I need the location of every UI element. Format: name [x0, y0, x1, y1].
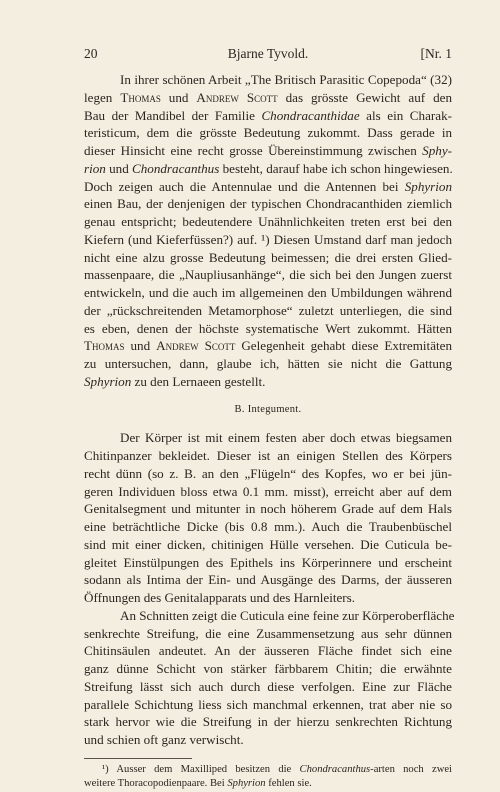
issue-number: [Nr. 1: [420, 46, 452, 61]
text-line: eine beträchtliche Dicke (bis 0.8 mm.). Auch die Traubenbüschel: [84, 519, 452, 534]
text-line: Chitinsäulen andeutet. An der äusseren Fläche findet sich eine: [84, 643, 452, 659]
text-line: Sphyrion zu den Lernaeen gestellt.: [84, 373, 266, 389]
text-line: legen Thomas und Andrew Scott das grösste Gewicht auf den: [84, 89, 452, 105]
text-line: der „rückschreitenden Metamorphose“ zuletzt unterliegen, die sind: [84, 302, 452, 318]
paragraph-3: [84, 607, 455, 749]
text-line: geren Individuen bloss etwa 0.1 mm. misst), erreicht aber auf dem: [84, 483, 452, 499]
text-line: Chitinpanzer bekleidet. Dieser ist an einigen Stellen des Körpers: [84, 448, 452, 463]
text-line: genau entspricht; bedeutendere Unähnlichkeiten treten erst bei den: [84, 214, 452, 229]
text-line: Genitalsegment und mitunter in noch höherem Grade auf dem Hals: [84, 501, 452, 517]
text-line: Kiefern (und Kieferfüssen?) auf. ¹) Diesen Umstand darf man jedoch: [84, 231, 452, 247]
text-line: Der Körper ist mit einem festen aber doch etwas biegsamen: [120, 430, 452, 446]
text-line: zu untersuchen, dann, glaube ich, hätten sie nicht die Gattung: [84, 356, 452, 371]
text-line: Doch zeigen auch die Antennulae und die Antennen bei Sphyrion: [84, 178, 452, 194]
text-line: An Schnitten zeigt die Cuticula eine feine zur Körperoberfläche: [120, 607, 455, 623]
page-number: 20: [84, 46, 98, 61]
text-line: einen Bau, der denjenigen der typischen Chondracanthiden ziemlich: [84, 196, 452, 212]
text-line: parallele Schichtung liess sich manchmal erkennen, trat aber nie so: [84, 696, 452, 712]
author-name: Thomas: [120, 89, 161, 105]
text-line: sind mit einer dicken, chitinigen Hülle versehen. Die Cuticula be-: [84, 536, 452, 552]
text-line: sodann als Intima der Ein- und Ausgänge des Darms, der äusseren: [84, 572, 452, 588]
paragraph-1: [84, 71, 452, 391]
text-line: stark hervor wie die Streifung in der hierzu senkrechten Richtung: [84, 714, 452, 730]
text-line: Öffnungen des Genitalapparats und des Harnleiters.: [84, 590, 356, 605]
text-line: In ihrer schönen Arbeit „The Britisch Parasitic Copepoda“ (32): [120, 72, 452, 87]
text-line: und schien oft ganz verwischt.: [84, 732, 244, 747]
text-line: ganz dünne Schicht von stärker färbbarem Chitin; die erwähnte: [84, 661, 452, 676]
text-line: Thomas und Andrew Scott Gelegenheit gehabt diese Extremitäten: [84, 338, 452, 354]
text-line: es eben, denen der höchste systematische Wert zukommt. Hätten: [84, 320, 452, 336]
text-line: senkrechte Streifung, die eine Zusammensetzung aus sehr dünnen: [84, 625, 452, 641]
footnote-line: weitere Thoracopodienpaare. Bei Sphyrion fehlen sie.: [84, 778, 312, 790]
footnote: [84, 763, 452, 792]
paragraph-2: [84, 429, 452, 607]
text-line: nicht eine alzu grosse Bedeutung beimessen; die drei ersten Glied-: [84, 249, 452, 265]
author-name: Andrew Scott: [196, 89, 278, 105]
text-line: massenpaare, die „Naupliusanhänge“, die sich bei den Jungen zuerst: [84, 267, 452, 283]
footnote-divider: [84, 758, 192, 759]
text-line: Streifung lässt sich auch durch diese verfolgen. Eine zur Fläche: [84, 678, 452, 694]
text-line: entwickeln, und die auch im allgemeinen den Umbildungen während: [84, 285, 452, 300]
text-line: gleitet Einstülpungen des Epithels ins Körperinnere und erscheint: [84, 554, 452, 570]
text-line: Bau der Mandibel der Familie Chondracanthidae als ein Charak-: [84, 107, 452, 123]
text-line: recht dünn (so z. B. an den „Flügeln“ des Kopfes, wo er bei jün-: [84, 465, 452, 481]
footnote-line: ¹) Ausser dem Maxilliped besitzen die Chondracanthus-arten noch zwei: [102, 763, 452, 775]
text-line: teristicum, dem die grösste Bedeutung zukommt. Dass gerade in: [84, 125, 452, 141]
main-text: [84, 71, 455, 792]
running-title: Bjarne Tyvold.: [227, 46, 309, 61]
text-line: rion und Chondracanthus besteht, darauf habe ich schon hingewiesen.: [84, 160, 453, 176]
text-line: dieser Hinsicht eine recht grosse Übereinstimmung zwischen Sphy-: [84, 143, 452, 158]
section-heading: B. Integument.: [234, 403, 302, 415]
running-header: [84, 46, 452, 64]
